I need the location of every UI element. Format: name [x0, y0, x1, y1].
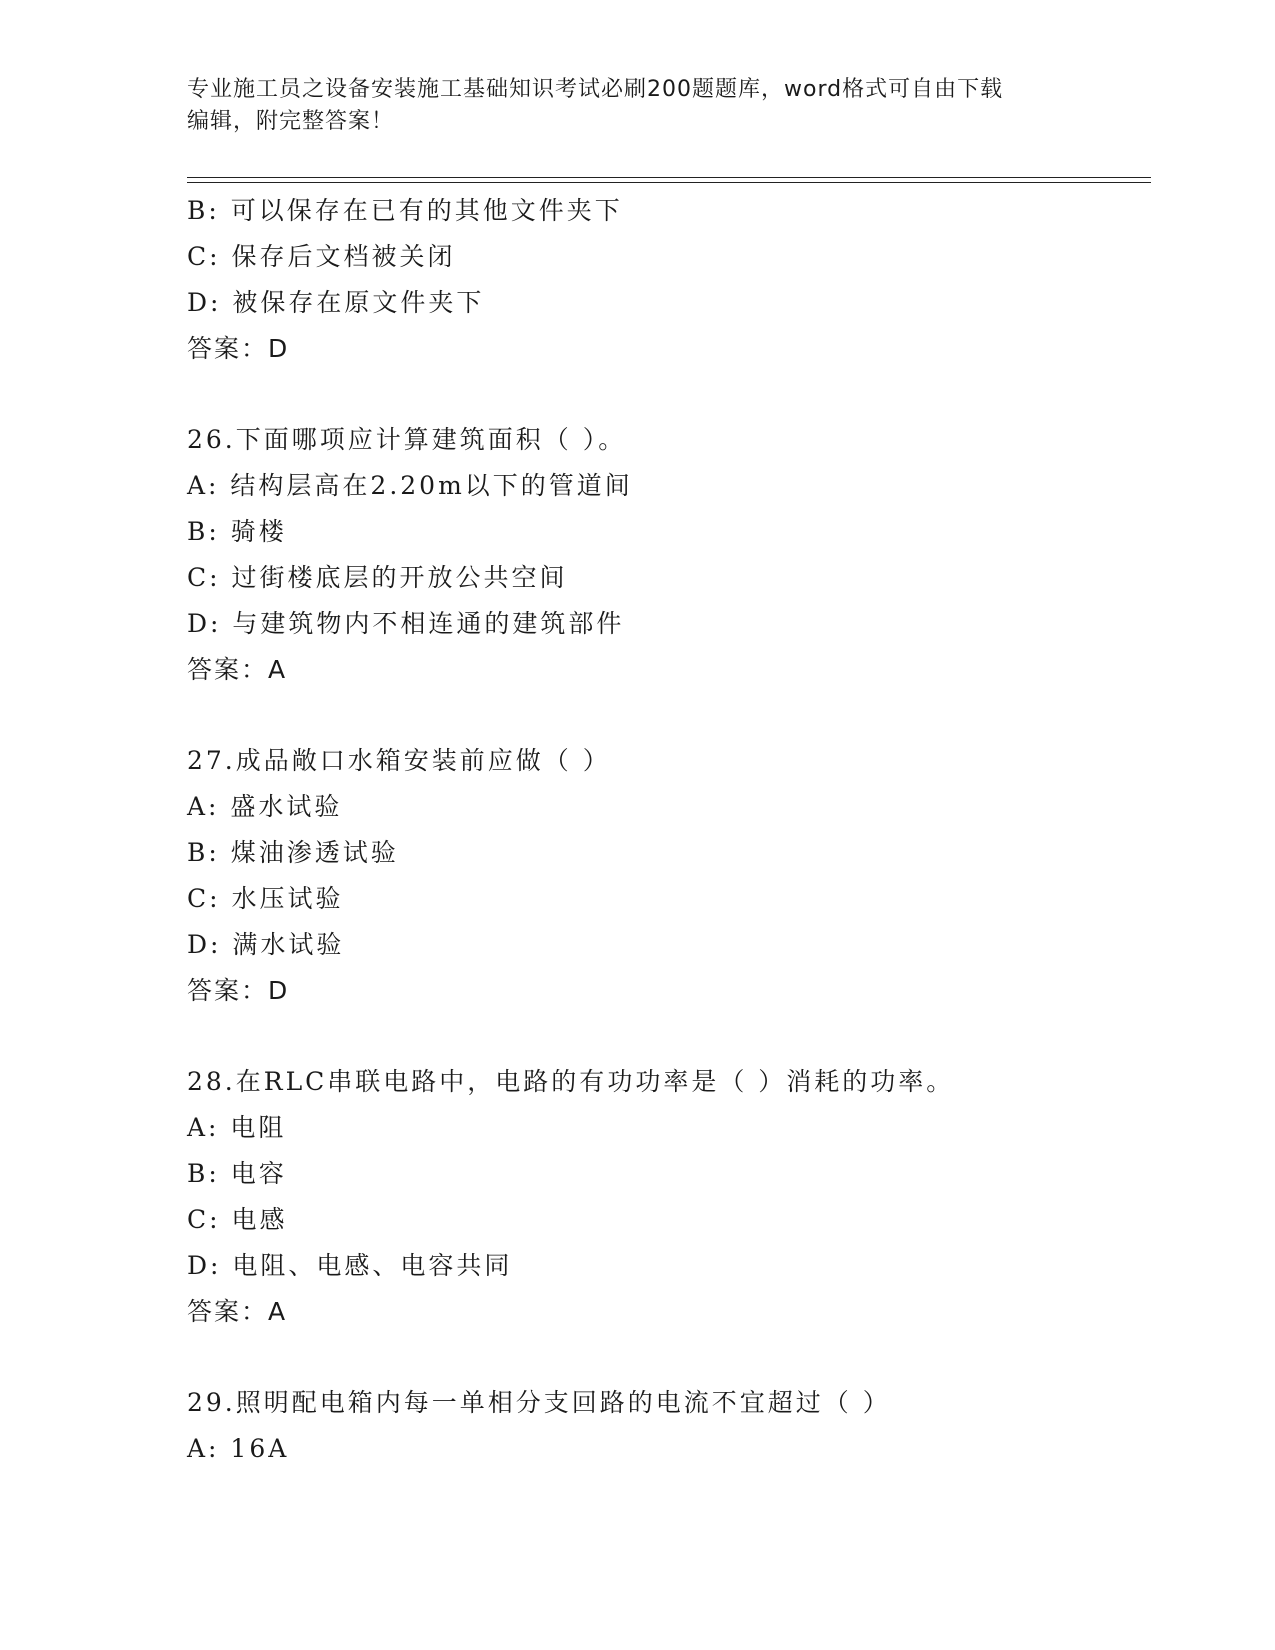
- option-d: D: 与建筑物内不相连通的建筑部件: [187, 609, 625, 638]
- header-line-1: 专业施工员之设备安装施工基础知识考试必刷200题题库，word格式可自由下载: [187, 77, 1004, 102]
- option-a: A: 盛水试验: [187, 792, 343, 821]
- answer-line: 答案：A: [187, 655, 288, 684]
- header-line-2: 编辑，附完整答案！: [187, 109, 395, 134]
- answer-line: 答案：D: [187, 976, 290, 1005]
- option-d: D: 满水试验: [187, 930, 345, 959]
- document-header: [187, 74, 1067, 138]
- option-c: C: 电感: [187, 1205, 288, 1234]
- question-text: 28.在RLC串联电路中，电路的有功功率是（ ）消耗的功率。: [187, 1067, 955, 1096]
- question-list: [187, 188, 1151, 1472]
- question-block-26: [187, 417, 1151, 693]
- spacer: [187, 693, 1151, 738]
- option-a: A: 结构层高在2.20m以下的管道间: [187, 471, 633, 500]
- header-divider-bottom: [187, 182, 1151, 183]
- question-block-27: [187, 738, 1151, 1014]
- spacer: [187, 372, 1151, 417]
- option-d: D: 电阻、电感、电容共同: [187, 1251, 513, 1280]
- question-block-28: [187, 1059, 1151, 1335]
- option-b: B: 可以保存在已有的其他文件夹下: [187, 196, 623, 225]
- option-b: B: 电容: [187, 1159, 287, 1188]
- option-b: B: 煤油渗透试验: [187, 838, 399, 867]
- spacer: [187, 1014, 1151, 1059]
- option-a: A: 16A: [187, 1434, 290, 1463]
- answer-line: 答案：A: [187, 1297, 288, 1326]
- option-c: C: 过街楼底层的开放公共空间: [187, 563, 568, 592]
- question-text: 26.下面哪项应计算建筑面积（ ）。: [187, 425, 627, 454]
- question-text: 27.成品敞口水箱安装前应做（ ）: [187, 746, 611, 775]
- option-c: C: 保存后文档被关闭: [187, 242, 456, 271]
- option-d: D: 被保存在原文件夹下: [187, 288, 485, 317]
- option-b: B: 骑楼: [187, 517, 287, 546]
- option-c: C: 水压试验: [187, 884, 344, 913]
- header-divider-top: [187, 177, 1151, 178]
- option-a: A: 电阻: [187, 1113, 287, 1142]
- question-block-25: [187, 188, 1151, 372]
- answer-line: 答案：D: [187, 334, 290, 363]
- question-text: 29.照明配电箱内每一单相分支回路的电流不宜超过（ ）: [187, 1388, 891, 1417]
- spacer: [187, 1335, 1151, 1380]
- question-block-29: [187, 1380, 1151, 1472]
